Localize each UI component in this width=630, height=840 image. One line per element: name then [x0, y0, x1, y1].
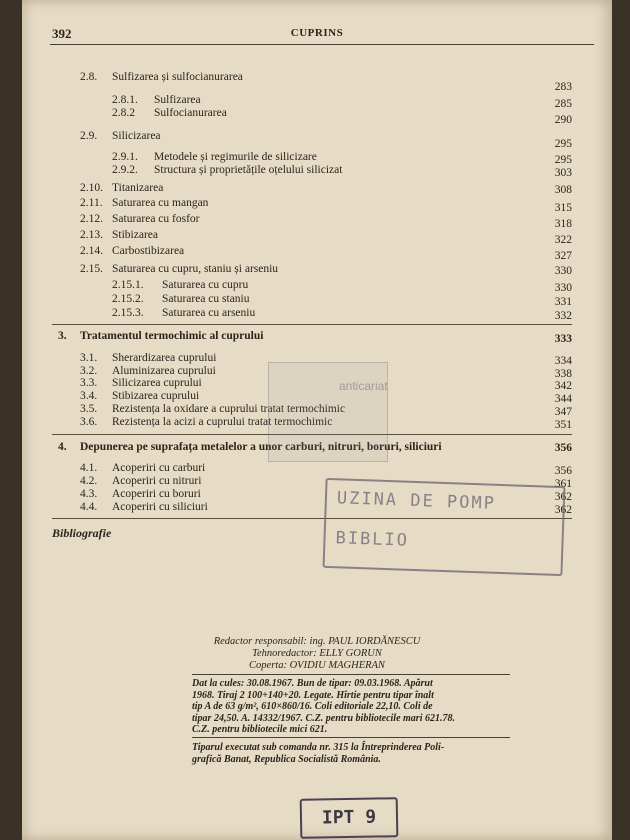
- imprint-block: Dat la cules: 30.08.1967. Bun de tipar: 09.03.1968. Apărut 1968. Tiraj 2 100+140+20. Legate. Hîrtie pentru tipar înalt tip A de 63 g/m², 610×860/16. Coli editoriale 22,10. Coli de tipar 24,50. A. 14332/1967. C.Z. pentru bibliotecile mari 621.78. C.Z. pentru bibliotecile mici 621.: [192, 678, 455, 735]
- imprint-rule: [192, 674, 510, 675]
- page-number: 392: [52, 26, 72, 41]
- book-page: 392 CUPRINS 2.8. Sulfizarea și sulfocianurarea 283 2.8.1. Sulfizarea 285 2.8.2 Sulfocianurarea 290 2.9. Silicizarea 295 2.9.1. Metodele și regimurile de silicizare 295 2.9.2. Structura și proprietățile oțelului silicizat 303 2.10. Titanizarea 308 2.11. Saturarea cu mangan 315 2.12. Saturarea cu fosfor 318 2.13. Stibizarea 322 2.14. Carbostibizarea 327 2.15. Saturarea cu cupru, staniu și arseniu 330 2.15.1. Saturarea cu cupru 330 2.15.2. Saturarea cu staniu 331 2.15.3. Saturarea cu arseniu 332 3. Tratamentul termochimic al cuprului 333 3.1. Sherardizarea cuprului 334 3.2. Aluminizarea cuprului 338 3.3. Silicizarea cuprului 342 3.4. Stibizarea cuprului 344 3.5. Rezistența la oxidare a cuprului tratat termochimic 347 3.6. Rezistența la acizi a cuprului tratat termochimic 351 4. Depunerea pe suprafața metalelor a unor carburi, nitruri, boruri, siliciuri 356 4.1. Acoperiri cu carburi 356 4.2. Acoperiri cu nitruri 361 4.3. Acoperiri cu boruri 362 4.4. Acoperiri cu siliciuri 362 Bibliografie anticariat UZINA DE POMP BIBLIO Redactor responsabil: ing. PAUL IORDĂNESCU Tehnoredactor: ELLY GORUN Coperta: OVIDIU MAGHERAN Dat la cules: 30.08.1967. Bun de tipar: 09.03.1968. Apărut 1968. Tiraj 2 100+140+20. Legate. Hîrtie pentru tipar înalt tip A de 63 g/m², 610×860/16. Coli editoriale 22,10. Coli de tipar 24,50. A. 14332/1967. C.Z. pentru bibliotecile mari 621.78. C.Z. pentru bibliotecile mici 621. Tiparul executat sub comanda nr. 315 la Întreprinderea Poli- grafică Banat, Republica Socialistă România. IPT 9: [22, 0, 612, 840]
- page-title: CUPRINS: [290, 27, 344, 39]
- bibliography-heading: Bibliografie: [52, 526, 112, 540]
- credit-editor: Redactor responsabil: ing. PAUL IORDĂNESCU: [213, 636, 421, 647]
- section-divider: [52, 324, 572, 325]
- header-rule: [50, 44, 594, 45]
- printer-note: Tiparul executat sub comanda nr. 315 la Întreprinderea Poli- grafică Banat, Republica Socialistă România.: [192, 742, 445, 765]
- library-stamp: UZINA DE POMP BIBLIO: [323, 478, 566, 576]
- watermark-logo: anticariat: [268, 362, 388, 462]
- credit-typesetter: Tehnoredactor: ELLY GORUN: [252, 648, 382, 659]
- imprint-rule: [192, 737, 510, 738]
- inventory-stamp: IPT 9: [300, 797, 399, 839]
- credit-cover: Coperta: OVIDIU MAGHERAN: [249, 660, 385, 671]
